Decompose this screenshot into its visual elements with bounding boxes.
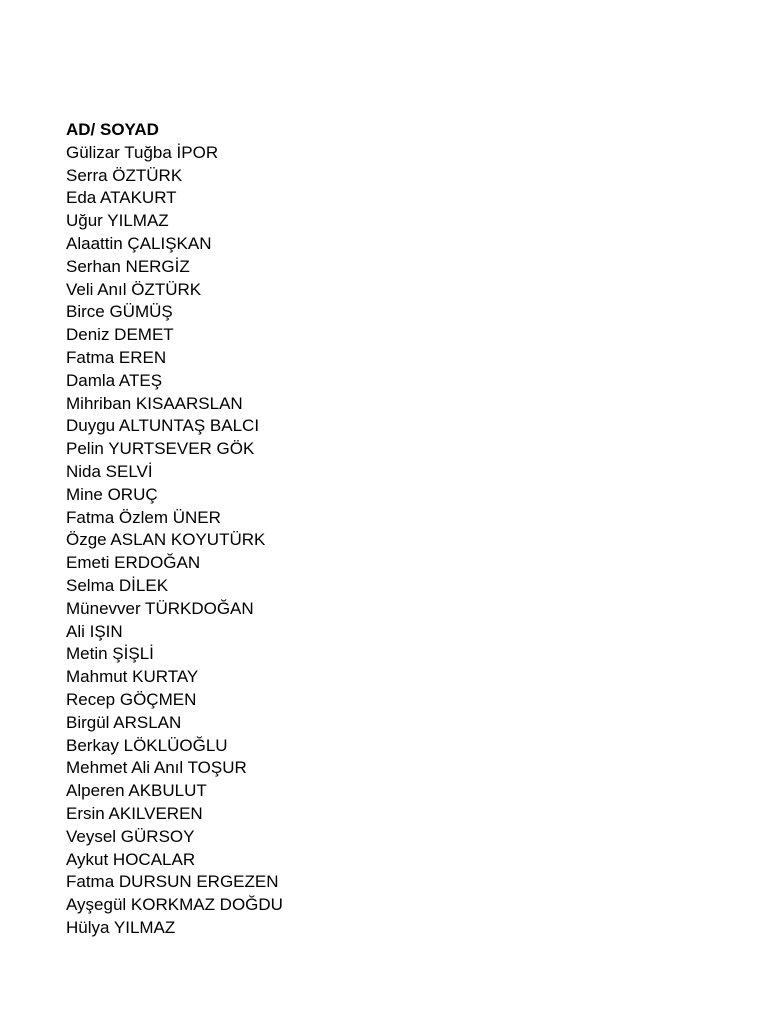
- list-item: Gülizar Tuğba İPOR: [66, 142, 219, 162]
- list-item: Alperen AKBULUT: [66, 781, 207, 801]
- list-item: Ali IŞIN: [66, 621, 123, 641]
- list-item: Mahmut KURTAY: [66, 667, 199, 687]
- list-item: Recep GÖÇMEN: [66, 689, 197, 709]
- list-item: Nida SELVİ: [66, 461, 153, 481]
- list-item: Mehmet Ali Anıl TOŞUR: [66, 758, 247, 778]
- list-item: Veysel GÜRSOY: [66, 826, 195, 846]
- list-item: Deniz DEMET: [66, 325, 174, 345]
- name-list: [66, 119, 283, 940]
- list-item: Aykut HOCALAR: [66, 849, 196, 869]
- list-item: Veli Anıl ÖZTÜRK: [66, 279, 202, 299]
- list-item: Mihriban KISAARSLAN: [66, 393, 243, 413]
- list-item: Duygu ALTUNTAŞ BALCI: [66, 416, 260, 436]
- list-item: Birgül ARSLAN: [66, 712, 182, 732]
- list-item: Hülya YILMAZ: [66, 917, 176, 937]
- list-item: Birce GÜMÜŞ: [66, 302, 173, 322]
- list-item: Münevver TÜRKDOĞAN: [66, 598, 254, 618]
- list-item: Fatma EREN: [66, 347, 167, 367]
- list-item: Serra ÖZTÜRK: [66, 165, 183, 185]
- list-item: Damla ATEŞ: [66, 370, 163, 390]
- list-item: Emeti ERDOĞAN: [66, 553, 201, 573]
- list-item: Berkay LÖKLÜOĞLU: [66, 735, 228, 755]
- list-item: Selma DİLEK: [66, 575, 169, 595]
- list-item: Uğur YILMAZ: [66, 211, 169, 231]
- list-item: Eda ATAKURT: [66, 188, 177, 208]
- list-item: Metin ŞİŞLİ: [66, 644, 154, 664]
- list-item: Ersin AKILVEREN: [66, 803, 203, 823]
- list-item: Serhan NERGİZ: [66, 256, 190, 276]
- list-item: Ayşegül KORKMAZ DOĞDU: [66, 895, 283, 915]
- list-item: Fatma Özlem ÜNER: [66, 507, 221, 527]
- list-item: Mine ORUÇ: [66, 484, 158, 504]
- list-item: Pelin YURTSEVER GÖK: [66, 439, 255, 459]
- list-item: Özge ASLAN KOYUTÜRK: [66, 530, 266, 550]
- column-header: AD/ SOYAD: [66, 120, 159, 139]
- list-item: Alaattin ÇALIŞKAN: [66, 233, 212, 253]
- list-item: Fatma DURSUN ERGEZEN: [66, 872, 279, 892]
